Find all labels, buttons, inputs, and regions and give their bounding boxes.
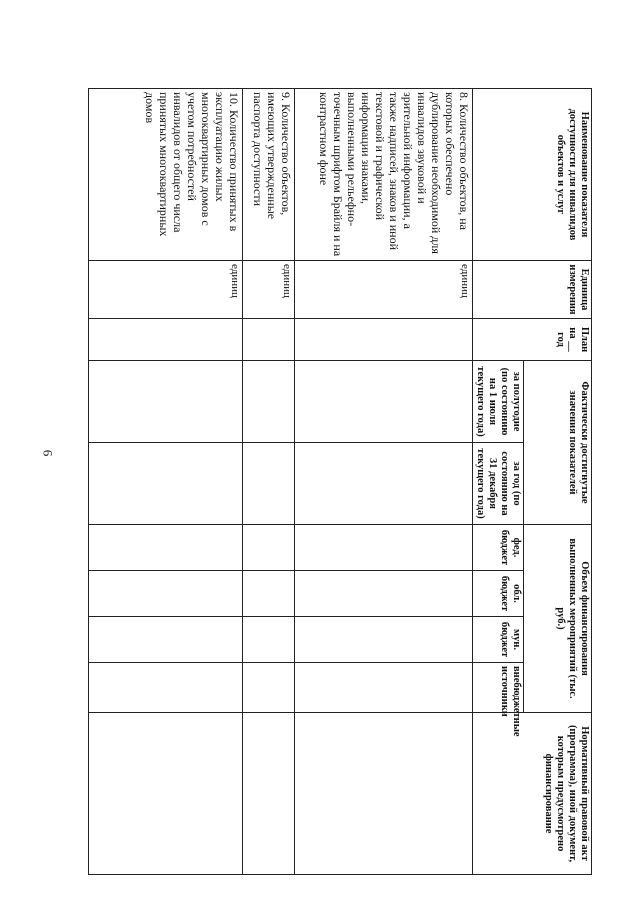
table-header-row [554,89,592,875]
row-mun-budget-cell [89,617,243,663]
row-mun-budget-cell [243,617,295,663]
header-plan-for-year: План на __ год [473,319,592,361]
header-reg-budget: обл. бюджет [473,571,524,617]
row-actual-year-cell [89,443,243,525]
row-actual-half-year-cell [243,361,295,443]
row-extra-budget-cell [295,663,473,713]
row-unit: единиц [243,261,295,319]
row-extra-budget-cell [243,663,295,713]
row-fed-budget-cell [243,525,295,571]
header-actual-year: за год (по состоянию на 31 декабря текущего года) [473,443,524,525]
row-actual-half-year-cell [89,361,243,443]
row-plan-cell [295,319,473,361]
row-indicator-name: 10. Количество принятых в эксплуатацию жилых многоквартирных домов с учетом потребностей инвалидов от общего числа принятых многоквартирных домов [89,89,243,261]
row-fed-budget-cell [89,525,243,571]
header-financing-volume: Объем финансирования выполненных мероприятий (тыс. руб.) [524,525,592,713]
row-reg-budget-cell [89,571,243,617]
page-number: 6 [40,449,56,457]
accessibility-indicators-table [88,88,592,875]
row-normative-act-cell [243,713,295,875]
row-actual-year-cell [295,443,473,525]
row-indicator-name: 9. Количество объектов, имеющих утвержденные паспорта доступности [243,89,295,261]
header-mun-budget: мун. бюджет [473,617,524,663]
row-extra-budget-cell [89,663,243,713]
row-plan-cell [243,319,295,361]
table-row [295,89,473,875]
row-mun-budget-cell [295,617,473,663]
table-row [89,89,243,875]
rotated-table-container [88,88,592,874]
row-actual-year-cell [243,443,295,525]
header-extra-budget: внебюджетные источники [473,663,524,713]
row-unit: единиц [89,261,243,319]
row-reg-budget-cell [295,571,473,617]
header-normative-act: Нормативный правовой акт (программа), иной документ, которым предусмотрено финансирование [473,713,592,875]
header-actual-half-year: за полугодие (по состоянию на 1 июля текущего года) [473,361,524,443]
row-reg-budget-cell [243,571,295,617]
row-plan-cell [89,319,243,361]
row-fed-budget-cell [295,525,473,571]
row-unit: единиц [295,261,473,319]
header-fed-budget: фед. бюджет [473,525,524,571]
row-indicator-name: 8. Количество объектов, на которых обеспечено дублирование необходимой для инвалидов звуковой и зрительной информации, а также надписей, знаков и иной текстовой и графической информации знаками, выполненными рельефно-точечным шрифтом Брайля и на контрастном фоне [295,89,473,261]
row-actual-half-year-cell [295,361,473,443]
table-row [243,89,295,875]
row-normative-act-cell [89,713,243,875]
header-unit: Единица измерения [473,261,592,319]
header-actual-values: Фактически достигнутые значения показателей [524,361,592,525]
header-indicator-name: Наименование показателя доступности для инвалидов объектов и услуг [473,89,592,261]
row-normative-act-cell [295,713,473,875]
